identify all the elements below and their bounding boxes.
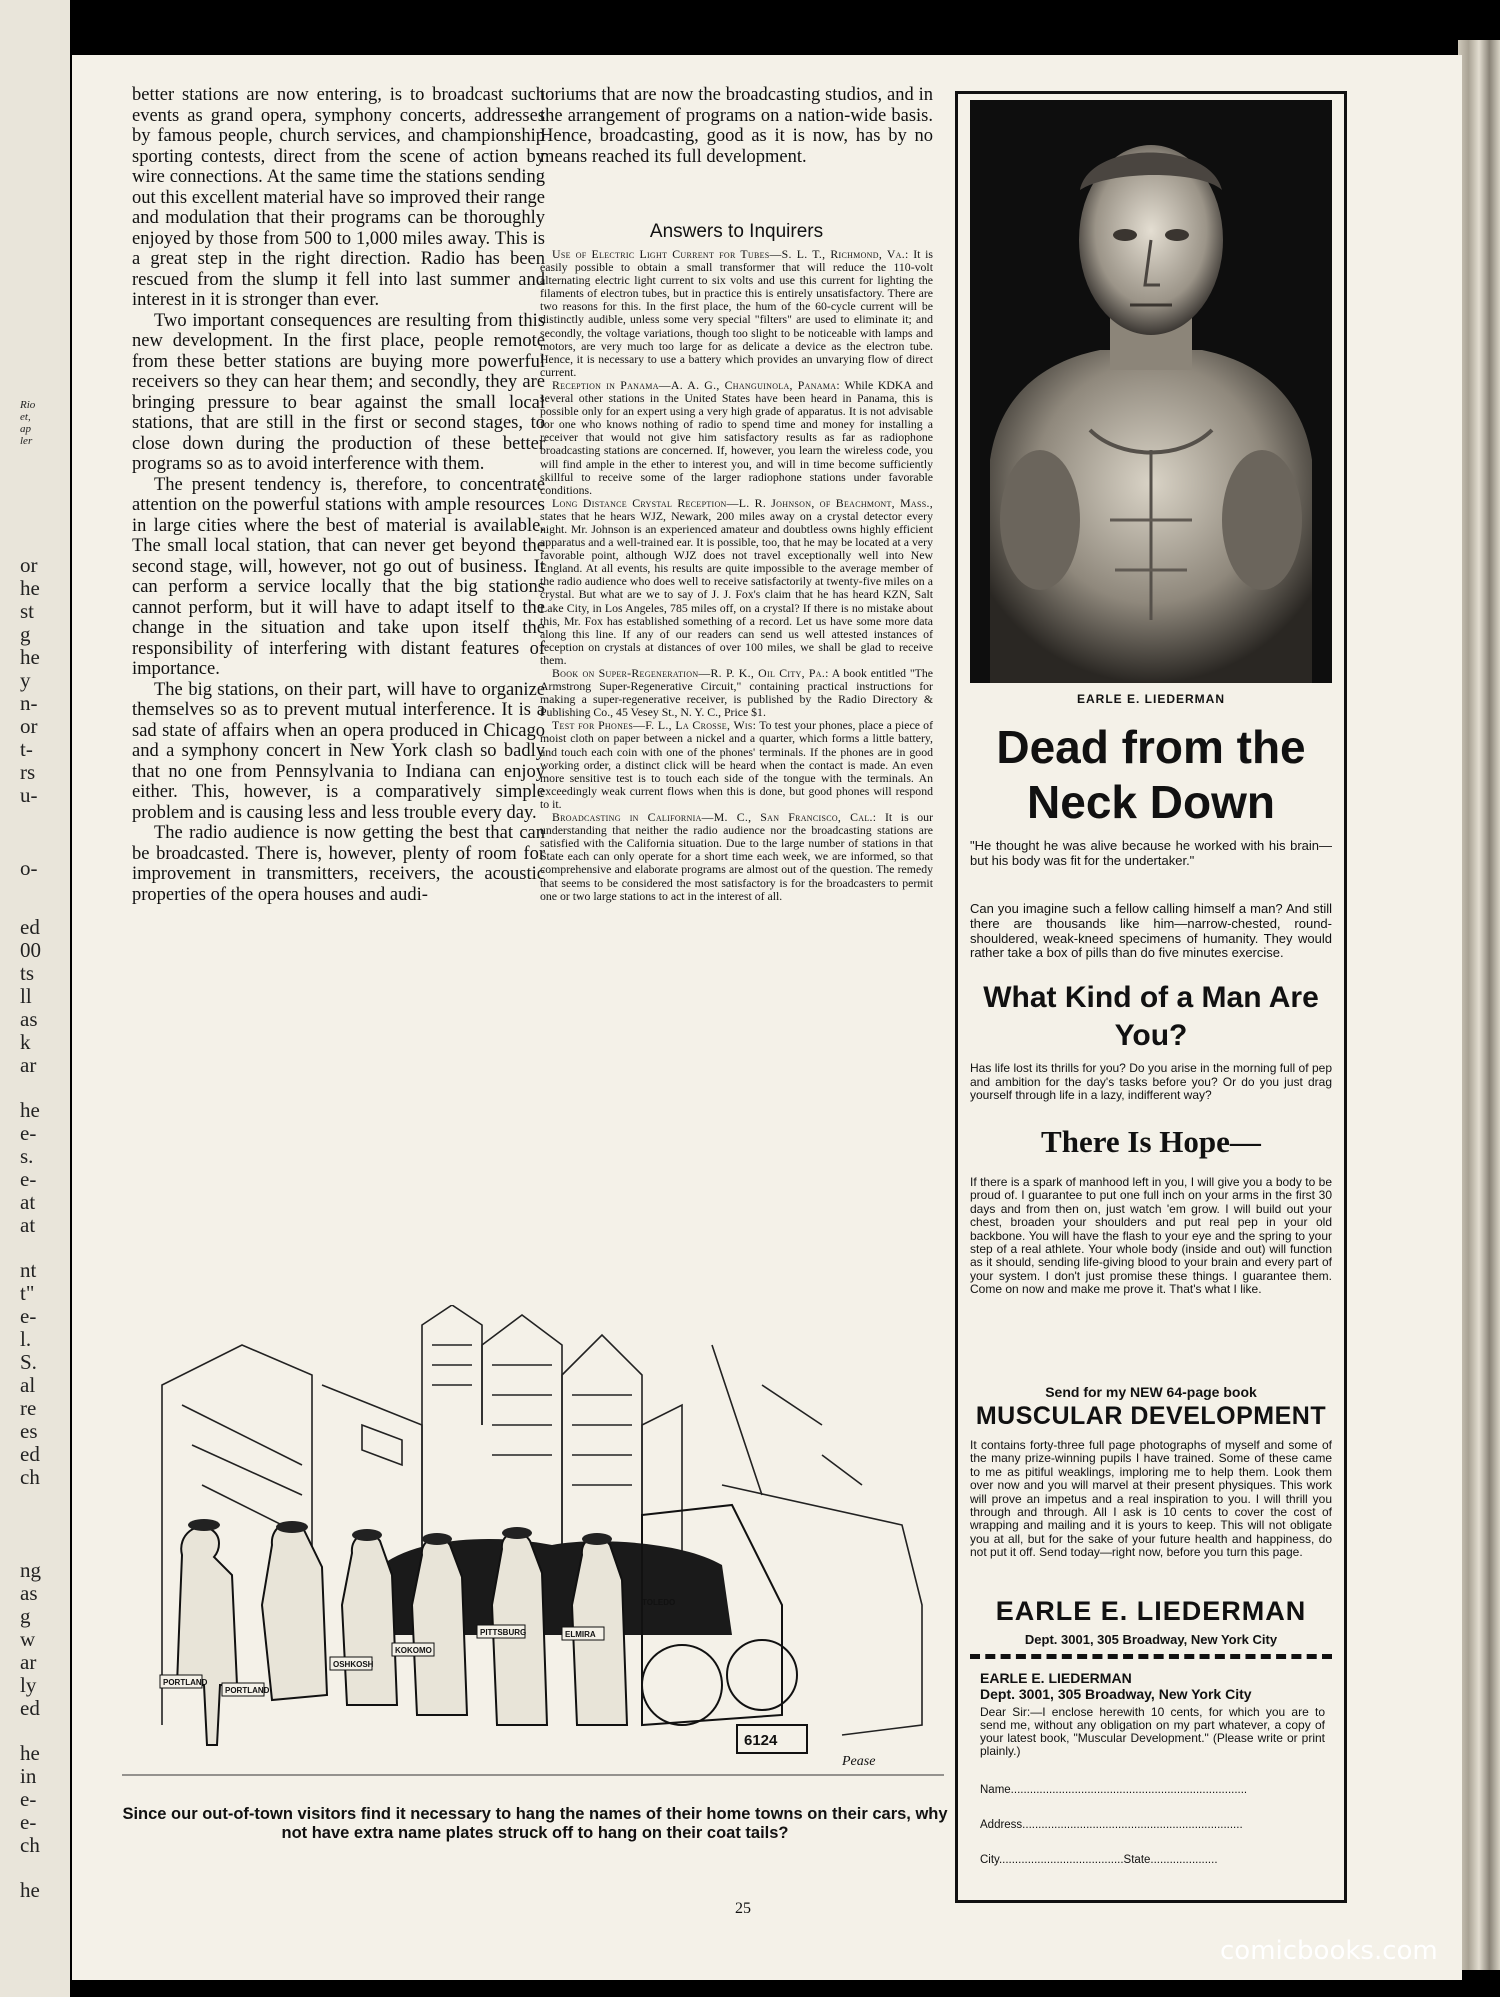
adjacent-page-fragment: as (20, 1581, 38, 1605)
answer-item (540, 667, 933, 719)
adjacent-page-fragment: or (20, 553, 38, 577)
magazine-page (72, 55, 1462, 1980)
adjacent-page-fragment: ts (20, 961, 35, 985)
adjacent-page-fragment: al (20, 1373, 36, 1397)
coupon-city-state-field[interactable]: City.......................................State..................... (980, 1854, 1218, 1866)
adjacent-page-fragment: ar (20, 1650, 37, 1674)
article-column-1 (132, 85, 545, 905)
coupon (980, 1670, 1252, 1702)
portrait-image (970, 100, 1332, 683)
adjacent-page-fragment: e- (20, 1304, 37, 1328)
coupon-addressee: EARLE E. LIEDERMAN (980, 1670, 1132, 1686)
article-paragraph: The radio audience is now getting the best that can be broadcasted. There is, however, plenty of room for improvement in transmitters, receivers, the acoustic properties of the opera houses and audi- (132, 823, 545, 905)
adjacent-page-fragment: at (20, 1190, 36, 1214)
answers-to-inquirers (540, 248, 933, 903)
answer-head: Long Distance Crystal Reception—L. R. Johnson, of Beachmont, Mass., (552, 495, 933, 510)
adjacent-page-fragment: he (20, 645, 40, 669)
answer-head: Reception in Panama—A. A. G., Changuinola, Panama: (552, 377, 840, 392)
liederman-photo (970, 100, 1332, 683)
coupon-address: Dept. 3001, 305 Broadway, New York City (980, 1686, 1252, 1702)
adjacent-page-fragment: s. (20, 1144, 34, 1168)
advertiser-name: EARLE E. LIEDERMAN (995, 1596, 1307, 1626)
coat-tail-sign: ELMIRA (565, 1630, 596, 1639)
coat-tail-sign: KOKOMO (395, 1646, 432, 1655)
answer-body: It is easily possible to obtain a small transformer that will reduce the 110-volt alternating electric light current to six volts and use this current for lighting the filaments of electron tubes, but in practice this is entirely unsatisfactory. There are two reasons for this. In the first place, the hum of the 60-cycle current will be distinctly audible, unless some very special "filters" are used to eliminate it; and secondly, the voltage variations, though too slight to be noticeable with lamps and motors, are very much too large for as delicate a device as the electron tube. Hence, it is necessary to use a battery which provides an unvarying flow of direct current. (540, 247, 933, 379)
adjacent-page-fragment: t- (20, 737, 33, 761)
answer-body: To test your phones, place a piece of moist cloth on paper between a nickel and a quarter, which forms a little battery, and touch each coin with one of the phones' terminals. If the phones are in good working order, a distinct click will be heard when the contact is made. An even more sensitive test is to touch each side of the tongue with the terminals. An exceedingly weak current flows when this is done, but good phones will respond to it. (540, 718, 934, 811)
adjacent-page-fragment: ap (20, 423, 31, 435)
adjacent-page-fragment: as (20, 1007, 38, 1031)
adjacent-page-fragment: y (20, 668, 31, 692)
answer-head: Book on Super-Regeneration—R. P. K., Oil City, Pa.: (552, 666, 829, 680)
adjacent-page-fragment: 00 (20, 938, 41, 962)
adjacent-page-fragment: ar (20, 1053, 37, 1077)
adjacent-page-fragment: et, (20, 411, 31, 423)
answer-head: Broadcasting in California—M. C., San Francisco, Cal.: (552, 810, 877, 825)
adjacent-page-fragment: ng (20, 1558, 41, 1582)
answer-item (540, 379, 933, 497)
adjacent-page-fragment: ch (20, 1833, 40, 1857)
adjacent-page-fragment: or (20, 714, 38, 738)
cartoon-illustration (122, 1305, 944, 1800)
adjacent-page-fragment: g (20, 1604, 31, 1628)
ad-subheadline: What Kind of a Man Are You? (983, 981, 1319, 1052)
ad-subheadline: There Is Hope— (1041, 1124, 1261, 1159)
adjacent-page-fragment: ed (20, 915, 40, 939)
adjacent-page-fragment: he (20, 1741, 40, 1765)
adjacent-page-fragment: S. (20, 1350, 37, 1374)
adjacent-page-fragment: o- (20, 856, 38, 880)
ad-headline: Dead from the Neck Down (996, 721, 1306, 828)
license-plate: 6124 (744, 1732, 778, 1749)
coat-tail-sign: PITTSBURG (480, 1628, 527, 1637)
adjacent-page-fragment: ed (20, 1696, 40, 1720)
answer-head: Use of Electric Light Current for Tubes—S. L. T., Richmond, Va.: (552, 247, 909, 261)
adjacent-page-fragment: e- (20, 1167, 37, 1191)
adjacent-page-fragment: n- (20, 691, 38, 715)
adjacent-page-fragment: e- (20, 1810, 37, 1834)
send-for-line: Send for my NEW 64-page book (1045, 1384, 1257, 1400)
adjacent-page-fragment: ch (20, 1465, 40, 1489)
cartoon-caption: Since our out-of-town visitors find it necessary to hang the names of their home towns on their cars, why not have extra name plates struck off to hang on their coat tails? (122, 1805, 948, 1842)
adjacent-page-fragment: Rio (20, 399, 36, 411)
article-column-2 (540, 85, 933, 167)
answer-item (540, 248, 933, 379)
adjacent-page-fragment: ly (20, 1673, 37, 1697)
coat-tail-sign: PORTLAND (163, 1678, 208, 1687)
adjacent-page-fragment: t" (20, 1281, 35, 1305)
answer-body: It is our understanding that neither the radio audience nor the broadcasting stations are satisfied with the California situation. Due to the large number of stations in that State each can only operate for a short time each week, we are informed, so that comprehensive and elaborate programs are almost out of the question. The remedy that seems to be considered the most satisfactory is for the broadcasters to permit one or two large stations to act in the interest of all. (540, 810, 934, 903)
adjacent-page-fragment: g (20, 622, 31, 646)
adjacent-page-fragment: w (20, 1627, 36, 1651)
answers-heading: Answers to Inquirers (649, 221, 824, 242)
adjacent-page-fragment: rs (20, 760, 36, 784)
adjacent-page-fragment: e- (20, 1121, 37, 1145)
page-number: 25 (735, 1900, 751, 1917)
adjacent-page-fragment: he (20, 1098, 40, 1122)
answer-head: Test for Phones—F. L., La Crosse, Wis: (552, 718, 757, 733)
adjacent-page-strip (0, 0, 70, 1997)
article-paragraph: The big stations, on their part, will have to organize themselves so as to prevent mutual interference. It is a sad state of affairs when an opera produced in Chicago and a symphony concert in New York clash so badly that no one from Pennsylvania to Indiana can enjoy either. This, however, is a comparatively simple problem and is causing less and less trouble every day. (132, 679, 545, 823)
ad-paragraph: It contains forty-three full page photographs of myself and some of the many prize-winning pupils I have trained. Some of these came to me as pitiful weaklings, imploring me to help them. Look them over now and you will marvel at their present physiques. This work will prove an impetus and a real inspiration to you. I will thrill you through and through. All I ask is 10 cents to cover the cost of wrapping and mailing and it is yours to keep. This will not obligate you at all, but for the sake of your future health and happiness, do not put it off. Send today—right now, before you turn this page. (970, 1438, 1332, 1560)
liederman-advertisement (955, 91, 1347, 1903)
article-paragraph: Two important consequences are resulting from this new development. In the first place, people remote from these better stations are buying more powerful receivers so they can hear them; and secondly, they are bringing pressure to bear against the small local stations, that are still in the first or second stages, to close down during the production of these better programs so as to avoid interference with them. (132, 310, 545, 474)
artist-signature: Pease (842, 1754, 876, 1769)
adjacent-page-fragment: ler (20, 435, 33, 447)
adjacent-page-fragment: ll (20, 984, 32, 1008)
coat-tail-sign: OSHKOSH (333, 1660, 374, 1669)
coupon-cut-line (970, 1654, 1332, 1659)
adjacent-page-fragment: k (20, 1030, 31, 1054)
answer-item (540, 719, 933, 811)
adjacent-page-fragment: ed (20, 1442, 40, 1466)
adjacent-page-fragment: l. (20, 1327, 32, 1351)
adjacent-page-fragment: he (20, 1878, 40, 1902)
coat-tail-sign: PORTLAND (225, 1686, 270, 1695)
answer-item (540, 497, 933, 667)
book-title: MUSCULAR DEVELOPMENT (975, 1402, 1327, 1430)
ad-paragraph: Has life lost its thrills for you? Do you arise in the morning full of pep and ambition for the day's tasks before you? Or do you just drag yourself through life in a lazy, indifferent way? (970, 1061, 1332, 1102)
book-edge (1458, 40, 1500, 1970)
coat-tail-sign: TOLEDO (642, 1598, 676, 1607)
article-paragraph: better stations are now entering, is to broadcast such events as grand opera, symphony concerts, addresses by famous people, church services, and championship sporting contests, direct from the scene of action by wire connections. At the same time the stations sending out this excellent material have so improved their range and modulation that their programs can be thoroughly enjoyed by those from 500 to 1,000 miles away. This is a great step in the right direction. Radio has been rescued from the slump it fell into last summer and interest in it is stronger than ever. (132, 85, 545, 310)
answer-body: A book entitled "The Armstrong Super-Regenerative Circuit," containing practical instructions for making a super-regenerative receiver, is published by the Radio Directory & Publishing Co., 45 Vesey St., N. Y. C., Price $1. (540, 666, 933, 720)
adjacent-page-fragment: u- (20, 783, 38, 807)
adjacent-page-fragment: he (20, 576, 40, 600)
adjacent-page-fragment: re (20, 1396, 37, 1420)
advertiser-address: Dept. 3001, 305 Broadway, New York City (1024, 1632, 1278, 1647)
photo-caption: EARLE E. LIEDERMAN (1076, 692, 1225, 706)
adjacent-page-fragment: e- (20, 1787, 37, 1811)
coupon-text: Dear Sir:—I enclose herewith 10 cents, for which you are to send me, without any obligation on my part whatever, a copy of your latest book, "Muscular Development." (Please write or print plainly.) (980, 1705, 1325, 1758)
ad-paragraph: Can you imagine such a fellow calling himself a man? And still there are thousands like him—narrow-chested, round-shouldered, weak-kneed specimens of humanity. They would rather take a box of pills than do five minutes exercise. (970, 901, 1332, 961)
coupon-address-field[interactable]: Address..................................................................... (980, 1819, 1243, 1831)
answer-item (540, 811, 933, 903)
ad-quote: "He thought he was alive because he worked with his brain—but his body was fit for the undertaker." (970, 838, 1332, 868)
adjacent-page-fragment: nt (20, 1258, 37, 1282)
adjacent-page-fragment: st (20, 599, 35, 623)
adjacent-page-fragment: at (20, 1213, 36, 1237)
answer-body: states that he hears WJZ, Newark, 200 miles away on a crystal detector every night. Mr. Johnson is an experienced amateur and doubtless owns highly efficient apparatus and a well-trained ear. It is possible, too, that he may be located at a very favorable point, although WJZ does not travel exceptionally well into New England. At all events, his results are quite impossible to the average member of the radio audience who does well to receive satisfactorily at twenty-five miles on a crystal. But what are we to say of J. J. Fox's claim that he has heard KZN, Salt Lake City, in Los Angeles, 785 miles off, on a crystal? If there is no mistake about this, Mr. Fox has established something of a record. Let us have some more data along this line. If any of our readers can send us well attested instances of reception on crystals at distances of over 100 miles, we shall be glad to receive them. (540, 508, 933, 667)
adjacent-page-fragment: in (20, 1764, 37, 1788)
ad-paragraph: If there is a spark of manhood left in you, I will give you a body to be proud of. I guarantee to put one full inch on your arms in the first 30 days and from then on, just watch 'em grow. I will build out your chest, broaden your shoulders and put real pep in your old backbone. You will have the flash to your eye and the spring to your step of a real athlete. Your whole body (inside and out) will function as it should, sending life-giving blood to your brain and every part of your system. I don't just promise these things. I guarantee them. Come on now and make me prove it. That's what I like. (970, 1175, 1332, 1297)
site-watermark: comicbooks.com (1220, 1936, 1438, 1966)
article-paragraph: The present tendency is, therefore, to concentrate attention on the powerful stations with ample resources in large cities where the best of material is available. The small local station, that can never get beyond the second stage, will, however, not go out of business. It can perform a service locally that the big stations cannot perform, but it will have to adapt itself to the change in the situation and take upon itself the responsibility of interfering with distant features of importance. (132, 474, 545, 679)
answer-body: While KDKA and several other stations in the United States have been heard in Panama, this is possible only for an expert using a very high grade of apparatus. It is not advisable for one who knows nothing of radio to spend time and money for installing a receiver that would not give him satisfactory results as far as radiophone broadcasting stations are concerned. If, however, you learn the wireless code, you will find ample in the ether to interest you, and will in time become sufficiently skillful to receive some of the larger radiophone stations under favorable conditions. (540, 377, 933, 497)
coupon-name-field[interactable]: Name.......................................................................... (980, 1784, 1248, 1796)
adjacent-page-fragment: es (20, 1419, 38, 1443)
article-paragraph: toriums that are now the broadcasting studios, and in the arrangement of programs on a nation-wide basis. Hence, broadcasting, good as it is now, has by no means reached its full development. (540, 85, 933, 167)
